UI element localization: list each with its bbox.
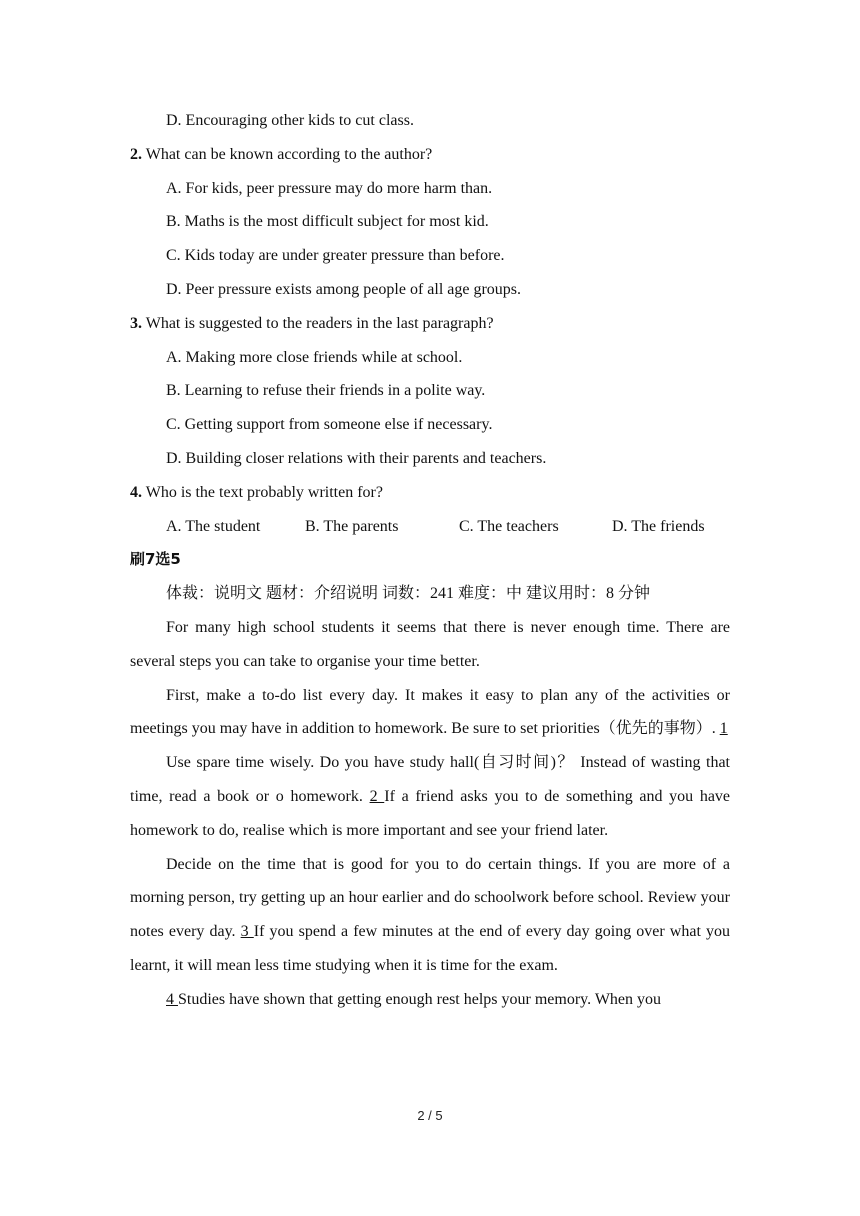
q1-option-d: D. Encouraging other kids to cut class. bbox=[166, 112, 414, 129]
blank-2: 2 bbox=[369, 787, 385, 805]
passage-paragraph-5-text: Studies have shown that getting enough rest helps your memory. When you bbox=[178, 990, 662, 1008]
passage-paragraph-1: For many high school students it seems that there is never enough time. There are several steps you can take to organise your time better. bbox=[130, 618, 730, 670]
question-2-option-d: D. Peer pressure exists among people of all age groups. bbox=[166, 280, 522, 298]
passage-paragraph-4 bbox=[130, 848, 730, 983]
question-2-option-a: A. For kids, peer pressure may do more harm than. bbox=[166, 179, 493, 197]
question-4-option-a: A. The student bbox=[166, 517, 261, 535]
section-meta: 体裁：说明文 题材：介绍说明 词数：241 难度：中 建议用时：8 分钟 bbox=[166, 585, 651, 603]
page-number: 2 / 5 bbox=[417, 1108, 443, 1123]
question-4-option-c: C. The teachers bbox=[459, 517, 559, 535]
passage-paragraph-2 bbox=[130, 679, 730, 747]
question-3-number: 3. bbox=[130, 314, 142, 332]
passage-paragraph-3-text-a: Use spare time wisely. Do you have study hall(自习时间)？ Instead of wasting that time, read a book or o homework. bbox=[130, 754, 730, 805]
question-2-number: 2. bbox=[130, 145, 142, 163]
question-3-option-a: A. Making more close friends while at school. bbox=[166, 348, 463, 366]
passage-paragraph-4-text-b: If you spend a few minutes at the end of every day going over what you learnt, it will mean less time studying when it is time for the exam. bbox=[130, 923, 730, 974]
question-3-option-c: C. Getting support from someone else if necessary. bbox=[166, 416, 493, 434]
question-3-option-b: B. Learning to refuse their friends in a polite way. bbox=[166, 382, 486, 400]
question-4-option-b: B. The parents bbox=[305, 517, 399, 535]
question-4-text: Who is the text probably written for? bbox=[142, 483, 383, 501]
question-3-option-d: D. Building closer relations with their parents and teachers. bbox=[166, 449, 547, 467]
passage-paragraph-4-text-a: Decide on the time that is good for you to do certain things. If you are more of a morning person, try getting up an hour earlier and do schoolwork before school. Review your notes every day. bbox=[130, 855, 730, 941]
passage-paragraph-3-text-b: If a friend asks you to de something and you have homework to do, realise which is more important and see your friend later. bbox=[130, 787, 731, 839]
question-2-text: What can be known according to the author? bbox=[142, 145, 433, 163]
question-4-stem bbox=[130, 476, 730, 510]
passage-paragraph-2-text: First, make a to-do list every day. It makes it easy to plan any of the activities or meetings you may have in addition to homework. Be sure to set priorities（优先的事物）. bbox=[130, 686, 730, 738]
passage-paragraph-5 bbox=[130, 983, 730, 1017]
question-3-text: What is suggested to the readers in the last paragraph? bbox=[142, 314, 494, 332]
blank-3: 3 bbox=[240, 923, 254, 941]
question-4-option-d: D. The friends bbox=[612, 517, 705, 535]
page-content bbox=[130, 104, 730, 1017]
question-2-option-b: B. Maths is the most difficult subject for most kid. bbox=[166, 213, 489, 231]
question-4-options bbox=[130, 510, 730, 544]
passage-paragraph-3 bbox=[130, 746, 730, 847]
question-4-number: 4. bbox=[130, 483, 142, 501]
question-3-stem bbox=[130, 307, 730, 341]
blank-4: 4 bbox=[166, 990, 178, 1008]
question-2-stem bbox=[130, 138, 730, 172]
blank-1: 1 bbox=[719, 720, 728, 738]
section-title: 刷7选5 bbox=[130, 550, 181, 569]
question-2-option-c: C. Kids today are under greater pressure than before. bbox=[166, 247, 505, 265]
